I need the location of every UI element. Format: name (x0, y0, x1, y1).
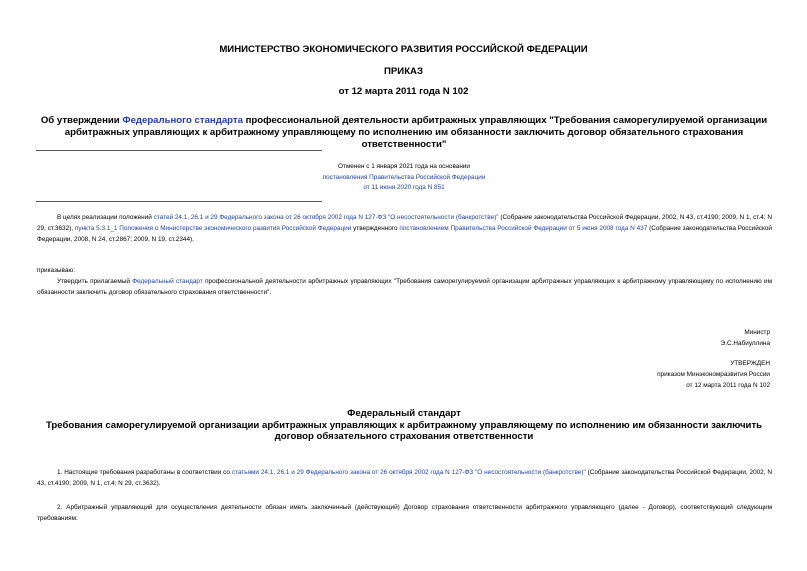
government-decree-437-link[interactable]: постановлением Правительства Российской Федерации от 5 июня 2008 года N 437 (399, 225, 648, 232)
preamble-text-1: В целях реализации положений (57, 214, 154, 221)
preamble-paragraph (37, 212, 772, 245)
item2-text: 2. Арбитражный управляющий для осуществления деятельности обязан иметь заключенный (действующий) Договор страхования ответственности арбитражного управляющего (далее - Договор), соответствующий следующим требованиям: (37, 504, 772, 522)
signature-block (721, 327, 770, 349)
order-word: приказываю: (37, 267, 75, 274)
law-127-fz-link[interactable]: статей 24.1, 26.1 и 29 Федерального закона от 26 октября 2002 года N 127-ФЗ "О несостоятельности (банкротстве)" (153, 214, 499, 221)
government-decree-2020-link[interactable]: постановления Правительства Российской Федерации от 11 июня 2020 года N 851 (322, 173, 486, 191)
cancel-note (322, 162, 486, 194)
signature-name: Э.С.Набиуллина (720, 340, 770, 347)
item-1-paragraph (37, 467, 772, 489)
approve-text-2: профессиональной деятельности арбитражных управляющих "Требования саморегулируемой организации арбитражных управляющих к арбитражному управляющему по исполнению им обязанности заключить договор обязательного страхования ответственности". (37, 278, 772, 296)
standard-heading-line2: Требования саморегулируемой организации арбитражных управляющих к арбитражному управляющему по исполнению им обязанности заключить договор обязательного страхования ответственности (45, 419, 763, 442)
approved-block (657, 358, 770, 391)
preamble-text-4: (Собрание законодательства Российской Федерации, 2008, N 24, ст.2867; 2009, N 19, ст.2344), (37, 225, 772, 243)
law-articles-link[interactable]: статьями 24.1, 26.1 и 29 Федерального закона от 26 октября 2002 года N 127-ФЗ "О несостоятельности (банкротстве)" (231, 469, 586, 476)
title-text-post: профессиональной деятельности арбитражных управляющих "Требования саморегулируемой организации арбитражных управляющих к арбитражному управляющему по исполнению им обязанности заключить договор обязательного страхования ответственности" (64, 115, 768, 150)
preamble-text-2: (Собрание законодательства Российской Федерации, 2002, N 43, ст.4190; 2009, N 1, ст.4; N 29, ст.3632), (37, 214, 772, 232)
approved-by: приказом Минэкономразвития России (657, 371, 770, 378)
approved-date: от 12 марта 2011 года N 102 (686, 382, 770, 389)
preamble-text-3: утвержденного (351, 225, 400, 232)
cancel-note-text: Отменен с 1 января 2021 года на основании (337, 163, 470, 170)
signature-position: Министр (744, 329, 770, 336)
item1-text-1: 1. Настоящие требования разработаны в соответствии со (57, 469, 232, 476)
approve-text-1: Утвердить прилагаемый (57, 278, 133, 285)
federal-standard-approve-link[interactable]: Федеральный стандарт (132, 278, 203, 285)
divider-bottom (36, 201, 322, 202)
order-title (40, 115, 768, 151)
standard-heading (40, 408, 768, 443)
standard-heading-line1: Федеральный стандарт (347, 408, 461, 419)
item1-text-2: (Собрание законодательства Российской Федерации, 2002, N 43, ст.4190; 2009, N 1, ст.4; N 29, ст.3632). (37, 469, 772, 487)
approved-label: УТВЕРЖДЕН (730, 360, 770, 367)
item-2-paragraph (37, 502, 772, 524)
approve-paragraph (37, 276, 772, 298)
doc-type-heading: ПРИКАЗ (384, 66, 423, 77)
title-text-pre: Об утверждении (40, 115, 123, 126)
divider-top (36, 150, 322, 151)
ministry-heading: МИНИСТЕРСТВО ЭКОНОМИЧЕСКОГО РАЗВИТИЯ РОССИЙСКОЙ ФЕДЕРАЦИИ (219, 44, 588, 55)
date-number-heading: от 12 марта 2011 года N 102 (338, 86, 469, 97)
ministry-regulation-link[interactable]: пункта 5.3.1_1 Положения о Министерстве экономического развития Российской Федерации (74, 225, 352, 232)
federal-standard-link[interactable]: Федерального стандарта (122, 115, 243, 126)
